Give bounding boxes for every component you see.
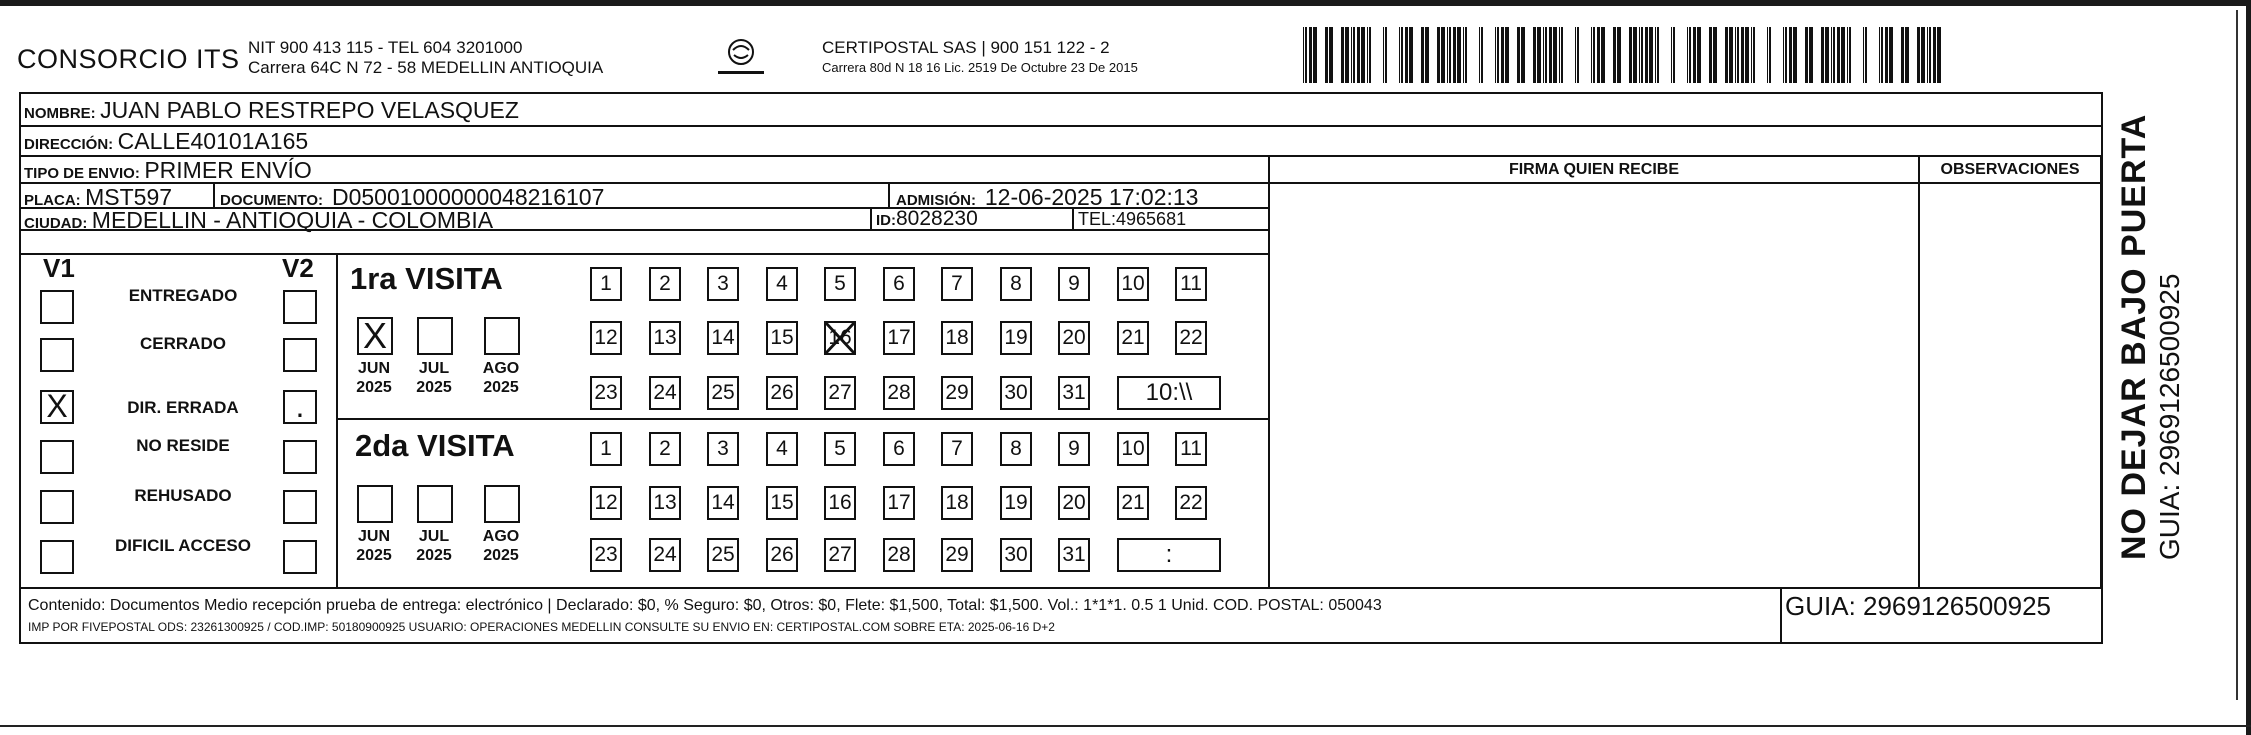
visit2-day-box[interactable]: 29 <box>941 538 973 572</box>
visit2-day-box[interactable]: 16 <box>824 486 856 520</box>
scan-border-right <box>2246 0 2251 735</box>
divider <box>1780 587 1782 644</box>
tel-value: 4965681 <box>1116 209 1187 229</box>
month-year: 2025 <box>483 547 519 564</box>
barcode-bar <box>1881 27 1883 83</box>
visit1-day-box[interactable]: 30 <box>1000 376 1032 410</box>
month-name: JUN <box>357 360 390 377</box>
barcode-bar <box>1767 27 1768 83</box>
barcode-bar <box>1361 27 1365 83</box>
visit1-day-box[interactable]: 23 <box>590 376 622 410</box>
divider <box>888 182 890 207</box>
tipo-envio-value: PRIMER ENVÍO <box>144 157 312 183</box>
company-name: CONSORCIO ITS <box>17 44 240 74</box>
visit1-day-box[interactable]: 31 <box>1058 376 1090 410</box>
barcode-bar <box>1505 27 1509 83</box>
month-year: 2025 <box>416 547 452 564</box>
barcode-bar <box>1561 27 1563 83</box>
status-v1-checkbox[interactable] <box>40 440 74 474</box>
barcode-bar <box>1591 27 1592 83</box>
barcode-bar <box>1865 27 1867 83</box>
visit2-day-box[interactable]: 24 <box>649 538 681 572</box>
visit2-day-box[interactable]: 7 <box>941 432 973 466</box>
barcode-bar <box>1497 27 1499 83</box>
barcode-bar <box>1837 27 1840 83</box>
barcode-bar <box>1633 27 1637 83</box>
barcode-bar <box>1449 27 1451 83</box>
barcode-bar <box>1809 27 1813 83</box>
visit2-month-label <box>476 527 526 565</box>
impresion-line: IMP POR FIVEPOSTAL ODS: 23261300925 / COD.IMP: 50180900925 USUARIO: OPERACIONES MEDELLIN CONSULTE SU ENVIO EN: CERTIPOSTAL.COM SOBRE ETA: 2025-06-16 D+2 <box>28 620 1055 634</box>
nombre-row <box>24 97 519 124</box>
barcode-bar <box>1577 27 1579 83</box>
barcode-bar <box>1559 27 1560 83</box>
barcode-bar <box>1463 27 1464 83</box>
visit2-title: 2da VISITA <box>355 428 515 463</box>
barcode-bar <box>1831 27 1832 83</box>
status-v1-checkbox[interactable] <box>40 540 74 574</box>
status-v1-checkbox[interactable] <box>40 290 74 324</box>
visit2-day-box[interactable]: 12 <box>590 486 622 520</box>
visit1-day-box[interactable]: 26 <box>766 376 798 410</box>
documento-label: DOCUMENTO: <box>220 192 324 209</box>
visit1-day-box[interactable]: 13 <box>649 321 681 355</box>
visit1-month-checkbox[interactable] <box>417 317 453 355</box>
barcode-bar <box>1729 27 1733 83</box>
barcode-bar <box>1709 27 1712 83</box>
visit2-time-box[interactable]: : <box>1117 538 1221 572</box>
visit1-month-label <box>349 359 399 397</box>
barcode-bar <box>1783 27 1784 83</box>
month-name: AGO <box>482 528 520 545</box>
barcode-bar <box>1833 27 1835 83</box>
visit2-day-box[interactable]: 18 <box>941 486 973 520</box>
visit1-month-checkbox[interactable]: X <box>357 317 393 355</box>
divider <box>2100 155 2102 587</box>
barcode-bar <box>1385 27 1387 83</box>
barcode-bar <box>1553 27 1557 83</box>
visit1-time-box[interactable]: 10:\\ <box>1117 376 1221 410</box>
barcode-bar <box>1713 27 1717 83</box>
scan-border-bottom <box>0 725 2251 727</box>
visit1-day-box[interactable]: 7 <box>941 267 973 301</box>
visit1-day-box[interactable]: 12 <box>590 321 622 355</box>
visit2-day-box[interactable]: 20 <box>1058 486 1090 520</box>
id-label: ID: <box>876 212 896 229</box>
visit1-day-box[interactable]: 25 <box>707 376 739 410</box>
barcode-bar <box>1425 27 1429 83</box>
visit1-day-box[interactable]: 3 <box>707 267 739 301</box>
barcode-bar <box>1697 27 1701 83</box>
barcode-bar <box>1769 27 1771 83</box>
carrier-nit: CERTIPOSTAL SAS | 900 151 122 - 2 <box>822 38 1110 57</box>
barcode-bar <box>1645 27 1648 83</box>
barcode-bar <box>1849 27 1851 83</box>
placa-label: PLACA: <box>24 192 81 209</box>
month-name: JUL <box>418 360 450 377</box>
admision-label: ADMISIÓN: <box>896 192 976 209</box>
visit1-month-checkbox[interactable] <box>484 317 520 355</box>
barcode-bar <box>1537 27 1541 83</box>
barcode-bar <box>1825 27 1829 83</box>
barcode-bar <box>1383 27 1384 83</box>
visit1-day-box[interactable]: 27 <box>824 376 856 410</box>
barcode-bar <box>1353 27 1355 83</box>
divider <box>19 253 1269 255</box>
barcode-bar <box>1725 27 1728 83</box>
visit1-day-box-marked[interactable]: 16 <box>824 321 856 355</box>
month-year: 2025 <box>356 379 392 396</box>
visit2-day-box[interactable]: 13 <box>649 486 681 520</box>
status-v1-checkbox[interactable]: X <box>40 390 74 424</box>
barcode-bar <box>1357 27 1360 83</box>
divider <box>870 207 872 229</box>
ciudad-label: CIUDAD: <box>24 215 88 232</box>
barcode-bar <box>1303 27 1304 83</box>
visit1-day-box[interactable]: 1 <box>590 267 622 301</box>
barcode-bar <box>1929 27 1931 83</box>
barcode-bar <box>1401 27 1403 83</box>
visit2-month-label <box>409 527 459 565</box>
visit1-month-label <box>409 359 459 397</box>
barcode-bar <box>1687 27 1688 83</box>
barcode-bar <box>1789 27 1792 83</box>
firma-column-title: FIRMA QUIEN RECIBE <box>1508 161 1680 178</box>
barcode-bar <box>1305 27 1307 83</box>
contenido-line: Contenido: Documentos Medio recepción prueba de entrega: electrónico | Declarado: $0, % Seguro: $0, Otros: $0, Flete: $1,500, Total: $1,500. Vol.: 1*1*1. 0.5 1 Unid. COD. POSTAL: 050043 <box>28 597 1382 614</box>
company-nit: NIT 900 413 115 - TEL 604 3201000 <box>248 38 523 57</box>
barcode-bar <box>1901 27 1904 83</box>
barcode-bar <box>1927 27 1928 83</box>
barcode-bar <box>1793 27 1797 83</box>
barcode-bar <box>1735 27 1736 83</box>
tel-label: TEL: <box>1078 209 1117 229</box>
visit2-day-box[interactable]: 31 <box>1058 538 1090 572</box>
divider <box>338 418 1269 420</box>
barcode-bar <box>1741 27 1744 83</box>
visit1-day-box[interactable]: 20 <box>1058 321 1090 355</box>
month-year: 2025 <box>356 547 392 564</box>
certipostal-logo-icon <box>714 37 768 81</box>
divider <box>19 587 2103 589</box>
guia-number: GUIA: 2969126500925 <box>1785 591 2051 621</box>
status-v1-checkbox[interactable] <box>40 490 74 524</box>
v1-header: V1 <box>43 253 75 283</box>
visit2-day-box[interactable]: 22 <box>1175 486 1207 520</box>
barcode-bar <box>1841 27 1845 83</box>
ciudad-cell <box>24 207 493 234</box>
barcode-bar <box>1639 27 1640 83</box>
visit2-day-box[interactable]: 15 <box>766 486 798 520</box>
visit2-day-box[interactable]: 28 <box>883 538 915 572</box>
visit2-day-box[interactable]: 30 <box>1000 538 1032 572</box>
visit2-month-checkbox[interactable] <box>417 485 453 523</box>
carrier-address: Carrera 80d N 18 16 Lic. 2519 De Octubre 23 De 2015 <box>822 60 1138 75</box>
status-v2-checkbox[interactable] <box>283 440 317 474</box>
month-name: AGO <box>482 360 520 377</box>
barcode-bar <box>1601 27 1605 83</box>
barcode-bar <box>1629 27 1632 83</box>
visit2-day-box[interactable]: 6 <box>883 432 915 466</box>
barcode-bar <box>1517 27 1520 83</box>
visit2-day-box[interactable]: 2 <box>649 432 681 466</box>
visit1-day-box[interactable]: 8 <box>1000 267 1032 301</box>
visit1-day-box[interactable]: 5 <box>824 267 856 301</box>
barcode <box>1303 27 1943 83</box>
barcode-bar <box>1921 27 1925 83</box>
status-label: DIFICIL ACCESO <box>114 536 251 555</box>
visit2-day-box[interactable]: 23 <box>590 538 622 572</box>
nombre-label: NOMBRE: <box>24 105 96 122</box>
barcode-bar <box>1671 27 1672 83</box>
barcode-bar <box>1479 27 1480 83</box>
visit1-day-box[interactable]: 21 <box>1117 321 1149 355</box>
visit2-day-box[interactable]: 21 <box>1117 486 1149 520</box>
visit2-day-box[interactable]: 27 <box>824 538 856 572</box>
status-v1-checkbox[interactable] <box>40 338 74 372</box>
status-label: NO RESIDE <box>136 436 230 455</box>
no-dejar-notice: NO DEJAR BAJO PUERTA <box>2115 113 2153 560</box>
visit1-day-box[interactable]: 28 <box>883 376 915 410</box>
visit1-day-box[interactable]: 9 <box>1058 267 1090 301</box>
firma-area[interactable] <box>1270 184 1918 587</box>
barcode-bar <box>1453 27 1456 83</box>
barcode-bar <box>1693 27 1696 83</box>
divider <box>213 182 215 207</box>
direccion-value: CALLE40101A165 <box>117 128 309 154</box>
side-notice <box>2115 114 2186 560</box>
barcode-bar <box>1737 27 1739 83</box>
status-label: ENTREGADO <box>128 286 238 305</box>
barcode-bar <box>1367 27 1368 83</box>
visit2-day-box[interactable]: 1 <box>590 432 622 466</box>
tipo-envio-row <box>24 157 312 184</box>
barcode-bar <box>1905 27 1909 83</box>
barcode-bar <box>1345 27 1349 83</box>
id-cell <box>876 207 978 231</box>
visit1-day-box[interactable]: 17 <box>883 321 915 355</box>
month-name: JUN <box>357 528 390 545</box>
month-year: 2025 <box>483 379 519 396</box>
barcode-bar <box>1369 27 1371 83</box>
nombre-value: JUAN PABLO RESTREPO VELASQUEZ <box>100 97 519 123</box>
barcode-bar <box>1441 27 1445 83</box>
barcode-bar <box>1575 27 1576 83</box>
status-label: DIR. ERRADA <box>127 398 239 417</box>
barcode-bar <box>1399 27 1400 83</box>
barcode-bar <box>1457 27 1461 83</box>
visit1-day-box[interactable]: 18 <box>941 321 973 355</box>
barcode-bar <box>1325 27 1328 83</box>
barcode-bar <box>1657 27 1659 83</box>
visit1-month-label <box>476 359 526 397</box>
barcode-bar <box>1329 27 1333 83</box>
visit2-month-checkbox[interactable] <box>484 485 520 523</box>
visit2-day-box[interactable]: 11 <box>1175 432 1207 466</box>
visit2-day-box[interactable]: 25 <box>707 538 739 572</box>
barcode-bar <box>1495 27 1496 83</box>
company-info <box>248 38 603 78</box>
direccion-row <box>24 128 308 155</box>
barcode-bar <box>1617 27 1621 83</box>
documento-value: D05001000000048216107 <box>331 184 605 210</box>
visit2-day-box[interactable]: 14 <box>707 486 739 520</box>
barcode-bar <box>1673 27 1675 83</box>
barcode-bar <box>1549 27 1552 83</box>
status-v2-checkbox[interactable]: . <box>283 390 317 424</box>
barcode-bar <box>1889 27 1893 83</box>
barcode-bar <box>1785 27 1787 83</box>
visit1-day-box[interactable]: 19 <box>1000 321 1032 355</box>
observaciones-area[interactable] <box>1920 184 2100 587</box>
barcode-bar <box>1655 27 1656 83</box>
barcode-bar <box>1933 27 1936 83</box>
ciudad-value: MEDELLIN - ANTIOQUIA - COLOMBIA <box>91 207 494 233</box>
barcode-bar <box>1313 27 1317 83</box>
tipo-envio-label: TIPO DE ENVIO: <box>24 165 140 182</box>
visit1-day-box[interactable]: 15 <box>766 321 798 355</box>
divider <box>19 155 2103 157</box>
status-v2-checkbox[interactable] <box>283 540 317 574</box>
visit2-day-box[interactable]: 10 <box>1117 432 1149 466</box>
barcode-bar <box>1821 27 1824 83</box>
barcode-bar <box>1421 27 1424 83</box>
barcode-bar <box>1521 27 1525 83</box>
barcode-bar <box>1847 27 1848 83</box>
scan-border-top <box>0 0 2251 6</box>
scan-line-right <box>2236 10 2238 700</box>
barcode-bar <box>1545 27 1547 83</box>
visit1-day-box[interactable]: 29 <box>941 376 973 410</box>
status-label: REHUSADO <box>134 486 232 505</box>
visit2-month-label <box>349 527 399 565</box>
barcode-bar <box>1593 27 1595 83</box>
barcode-bar <box>1409 27 1413 83</box>
v2-header: V2 <box>282 253 314 283</box>
barcode-bar <box>1641 27 1643 83</box>
visit2-day-box[interactable]: 26 <box>766 538 798 572</box>
barcode-bar <box>1341 27 1344 83</box>
visit1-day-box[interactable]: 2 <box>649 267 681 301</box>
barcode-bar <box>1533 27 1536 83</box>
barcode-bar <box>1753 27 1755 83</box>
barcode-bar <box>1613 27 1616 83</box>
visit2-month-checkbox[interactable] <box>357 485 393 523</box>
barcode-bar <box>1405 27 1408 83</box>
barcode-bar <box>1805 27 1808 83</box>
barcode-bar <box>1649 27 1653 83</box>
visit1-day-box[interactable]: 4 <box>766 267 798 301</box>
side-guia-number: GUIA: 2969126500925 <box>2154 273 2185 560</box>
visit2-day-box[interactable]: 4 <box>766 432 798 466</box>
barcode-bar <box>1351 27 1352 83</box>
status-label: CERRADO <box>140 334 226 353</box>
visit2-day-box[interactable]: 9 <box>1058 432 1090 466</box>
company-address: Carrera 64C N 72 - 58 MEDELLIN ANTIOQUIA <box>248 58 604 77</box>
visit1-day-box[interactable]: 14 <box>707 321 739 355</box>
direccion-label: DIRECCIÓN: <box>24 136 114 153</box>
barcode-bar <box>1917 27 1920 83</box>
visit2-day-box[interactable]: 3 <box>707 432 739 466</box>
month-year: 2025 <box>416 379 452 396</box>
barcode-bar <box>1863 27 1864 83</box>
id-value: 8028230 <box>896 207 978 230</box>
visit2-day-box[interactable]: 19 <box>1000 486 1032 520</box>
barcode-bar <box>1437 27 1440 83</box>
visit2-day-box[interactable]: 17 <box>883 486 915 520</box>
month-name: JUL <box>418 528 450 545</box>
visit1-day-box[interactable]: 22 <box>1175 321 1207 355</box>
visit1-day-box[interactable]: 6 <box>883 267 915 301</box>
barcode-bar <box>1481 27 1483 83</box>
visit2-day-box[interactable]: 8 <box>1000 432 1032 466</box>
barcode-bar <box>1465 27 1467 83</box>
carrier-info <box>822 38 1138 78</box>
barcode-bar <box>1543 27 1544 83</box>
visit2-day-box[interactable]: 5 <box>824 432 856 466</box>
barcode-bar <box>1885 27 1888 83</box>
observaciones-column-title: OBSERVACIONES <box>1940 161 2080 178</box>
placa-value: MST597 <box>85 184 173 210</box>
status-v2-checkbox[interactable] <box>283 290 317 324</box>
barcode-bar <box>1309 27 1312 83</box>
status-v2-checkbox[interactable] <box>283 490 317 524</box>
barcode-bar <box>1597 27 1600 83</box>
barcode-bar <box>1689 27 1691 83</box>
barcode-bar <box>1501 27 1504 83</box>
admision-value: 12-06-2025 17:02:13 <box>984 184 1199 210</box>
status-v2-checkbox[interactable] <box>283 338 317 372</box>
barcode-bar <box>1751 27 1752 83</box>
barcode-bar <box>1447 27 1448 83</box>
divider <box>19 125 2103 127</box>
visit1-day-box[interactable]: 24 <box>649 376 681 410</box>
barcode-bar <box>1937 27 1941 83</box>
barcode-bar <box>1745 27 1749 83</box>
tel-cell <box>1078 209 1186 230</box>
divider <box>336 253 338 587</box>
visit1-day-box[interactable]: 10 <box>1117 267 1149 301</box>
visit1-day-box[interactable]: 11 <box>1175 267 1207 301</box>
barcode-bar <box>1879 27 1880 83</box>
visit1-title: 1ra VISITA <box>350 261 503 296</box>
